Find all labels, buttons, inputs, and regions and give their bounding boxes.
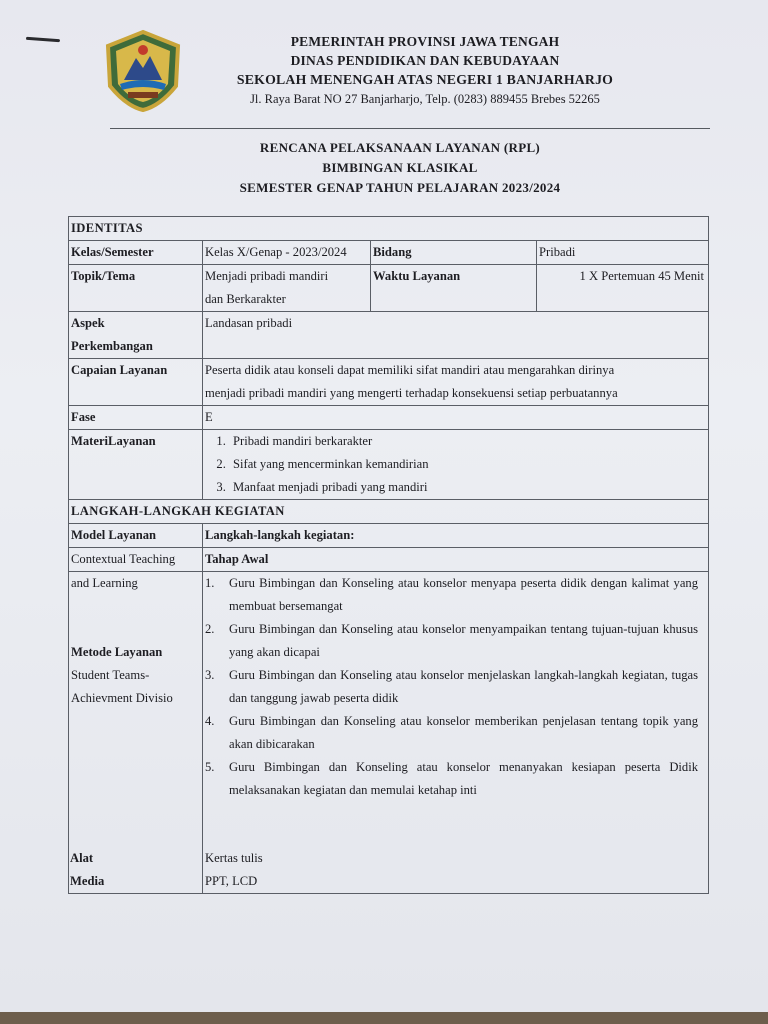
title-line-3: SEMESTER GENAP TAHUN PELAJARAN 2023/2024 [239,180,561,195]
letterhead-address: Jl. Raya Barat NO 27 Banjarharjo, Telp. (0283) 889455 Brebes 52265 [250,92,600,106]
step-text: Guru Bimbingan dan Konseling atau konselor menjelaskan langkah-langkah kegiatan, tugas dan tanggung jawab peserta didik [229,668,699,705]
title-line-1: RENCANA PELAKSANAAN LAYANAN (RPL) [259,140,541,155]
step-number: 3. [205,668,215,682]
step-text: Guru Bimbingan dan Konseling atau konselor menyampaikan tentang tujuan-tujuan khusus yang akan dicapai [229,622,699,659]
letterhead-government: PEMERINTAH PROVINSI JAWA TENGAH [290,34,560,49]
rpl-table [68,216,709,894]
media-value: PPT, LCD [205,874,258,888]
steps-heading: Langkah-langkah kegiatan: [203,524,709,548]
jawa-tengah-emblem-icon [100,28,186,114]
topik-value-line-1: Menjadi pribadi mandiri [205,269,329,283]
aspek-label-line-2: Perkembangan [71,339,153,353]
step-number: 2. [205,622,215,636]
identitas-heading: IDENTITAS [69,217,709,241]
materi-label: MateriLayanan [69,430,203,500]
metode-value-line-1: Student Teams- [71,668,150,682]
fase-row [69,406,709,430]
bidang-label: Bidang [371,241,537,265]
step-item [205,618,706,664]
table-surface-edge [0,1012,768,1024]
metode-value-line-2: Achievment Divisio [71,691,173,705]
kelas-value: Kelas X/Genap - 2023/2024 [203,241,371,265]
alat-label: Alat [70,851,94,865]
step-item [205,664,706,710]
step-text: Guru Bimbingan dan Konseling atau konselor menanyakan kesiapan peserta Didik melaksanakan kegiatan dan memulai ketahap inti [229,760,699,797]
capaian-value-line-2: menjadi pribadi mandiri yang mengerti terhadap konsekuensi setiap perbuatannya [205,386,618,400]
step-number: 5. [205,760,215,774]
metode-label: Metode Layanan [71,645,163,659]
fase-label: Fase [69,406,203,430]
model-value-line-2: and Learning [71,576,138,590]
topik-value [203,265,371,312]
materi-item: 1. Pribadi mandiri berkarakter [229,430,706,453]
fase-value: E [203,406,709,430]
kelas-label: Kelas/Semester [69,241,203,265]
topik-label: Topik/Tema [69,265,203,312]
step-item [205,710,706,756]
langkah-header-row [69,500,709,524]
media-label: Media [70,874,105,888]
topik-row [69,265,709,312]
model-value-line-1: Contextual Teaching [69,548,203,572]
aspek-label [69,312,203,359]
steps-row [69,572,709,894]
document-title [150,138,650,198]
letterhead-department: DINAS PENDIDIKAN DAN KEBUDAYAAN [290,53,560,68]
letterhead [200,32,650,109]
pen-mark [26,37,60,42]
step-number: 1. [205,576,215,590]
letterhead-school: SEKOLAH MENENGAH ATAS NEGERI 1 BANJARHARJO [236,72,614,87]
step-number: 4. [205,714,215,728]
step-item [205,572,706,618]
capaian-row [69,359,709,406]
aspek-row [69,312,709,359]
waktu-label: Waktu Layanan [371,265,537,312]
aspek-label-line-1: Aspek [71,316,105,330]
aspek-value: Landasan pribadi [203,312,709,359]
materi-item: 3. Manfaat menjadi pribadi yang mandiri [229,476,706,499]
bidang-value: Pribadi [537,241,709,265]
step-item [205,756,706,802]
letterhead-divider [110,128,710,129]
steps-list [205,572,706,802]
stage-heading: Tahap Awal [203,548,709,572]
capaian-value-line-1: Peserta didik atau konseli dapat memiliki sifat mandiri atau mengarahkan dirinya [205,363,615,377]
langkah-heading: LANGKAH-LANGKAH KEGIATAN [69,500,709,524]
step-text: Guru Bimbingan dan Konseling atau konselor menyapa peserta didik dengan kalimat yang membuat bersemangat [229,576,699,613]
capaian-label: Capaian Layanan [69,359,203,406]
stage-row [69,548,709,572]
alat-media-labels [70,847,200,893]
materi-row [69,430,709,500]
model-label: Model Layanan [69,524,203,548]
waktu-value: 1 X Pertemuan 45 Menit [537,265,709,312]
materi-list-cell [203,430,709,500]
identitas-header-row [69,217,709,241]
kelas-row [69,241,709,265]
langkah-title-row [69,524,709,548]
materi-item: 2. Sifat yang mencerminkan kemandirian [229,453,706,476]
model-metode-cell [69,572,203,894]
step-text: Guru Bimbingan dan Konseling atau konselor memberikan penjelasan tentang topik yang akan dibicarakan [229,714,699,751]
topik-value-line-2: dan Berkarakter [205,292,286,306]
capaian-value [203,359,709,406]
steps-cell [203,572,709,894]
title-line-2: BIMBINGAN KLASIKAL [322,160,478,175]
alat-value: Kertas tulis [205,851,263,865]
materi-list [205,430,706,499]
